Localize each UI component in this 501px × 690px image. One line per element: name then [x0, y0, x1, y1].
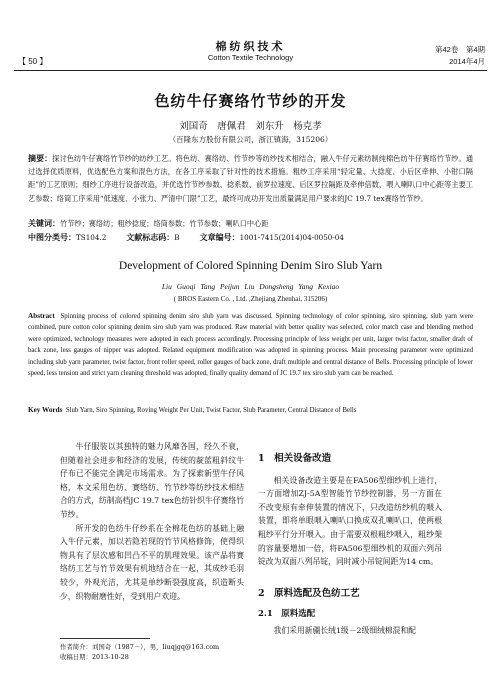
section-2-heading: 2 原料选配及色纺工艺: [258, 587, 360, 599]
footnote: [60, 642, 219, 662]
article-title-cn: 色纺牛仔赛络竹节纱的开发: [154, 92, 347, 110]
keywords-en: [28, 405, 473, 416]
issue-date: 2014年4月: [449, 57, 485, 66]
abstract-text-cn: 探讨色纺牛仔赛络竹节纱的纺纱工艺。将色纺、赛络纺、竹节纱等纺纱技术相结合，融入牛仔元素纺制纯棉色纺牛仔赛络竹节纱。通过选择优质原料，优选配色方案和混色方法，在各工序采取了针对性的技术措施。粗纱工序采用“轻定量、大捻度、小后区牵伸、小钳口隔距”的工艺原则；细纱工序进行设备改造，并优选竹节纱参数、捻系数、前罗拉速度、后区罗拉隔距及牵伸倍数、喂入喇叭口中心距等主要工艺参数；络筒工序采用“低速度、小张力、严清中门限”工艺，最终可成功开发出质量满足用户要求的JC 19.7 tex赛络竹节纱。: [28, 154, 474, 203]
article-no-label: 文章编号：: [199, 232, 240, 242]
journal-title-cn: 棉纺织技术: [215, 40, 286, 53]
authors-en: Liu Guoqi Tang Peijun Liu Dongsheng Yang Kexiao: [161, 282, 340, 291]
received-date: 收稿日期：2013-10-28: [60, 653, 129, 661]
article-title-en: Development of Colored Spinning Denim Siro Slub Yarn: [118, 260, 383, 272]
article-no-field: [200, 232, 344, 243]
clc-field: [28, 232, 106, 243]
issue-info: [435, 44, 485, 68]
abstract-en: [28, 311, 473, 379]
keywords-text-en: Slub Yarn, Siro Spinning, Roving Weight Per Unit, Twist Factor, Slub Parameter, Central Distance of Bells: [65, 407, 357, 414]
authors-cn: 刘国奇 唐佩君 刘东升 杨克孝: [179, 121, 322, 132]
doc-code-value: B: [174, 233, 180, 242]
keywords-text-cn: 竹节纱；赛络纺；粗纱捻度；络筒参数；竹节参数；喇叭口中心距: [60, 219, 269, 228]
classification-row: [28, 232, 473, 243]
section-2-1-paragraph: 我们采用新疆长绒1级－2级细绒棉混和配: [273, 625, 417, 635]
section-1-paragraph: 相关设备改造主要是在FA506型细纱机上进行，一方面增加ZJ-5A型智能竹节纱控制器，另一方面在不改变原有牵伸装置的情况下，只改造纺纱机的喂入装置，即将单眼喂入喇叭口换成双孔喇叭口，使两根粗纱平行分开喂入。由于需要双根粗纱喂入，粗纱架的容量要增加一倍，将FA506型细纱机的双面六列吊锭改为双面八列吊锭，同时减小吊锭间距为14 cm。: [258, 475, 442, 567]
keywords-label-cn: 关键词：: [28, 218, 60, 228]
affiliation-cn: （百隆东方股份有限公司，浙江镇海，315206）: [168, 135, 333, 144]
volume-issue: 第42卷 第4期: [434, 45, 485, 54]
keywords-cn: [28, 218, 473, 229]
section-2-1-heading: 2.1 原料选配: [258, 609, 316, 620]
journal-title-en: Cotton Textile Technology: [207, 53, 294, 62]
body-left-column: [60, 440, 244, 603]
clc-value: TS104.2: [76, 233, 107, 242]
affiliation-en: ( BROS Eastern Co. , Ltd. ,Zhejiang Zhenhai, 315206): [173, 295, 328, 303]
body-right-column: [258, 440, 442, 638]
doc-code-label: 文献标志码：: [126, 232, 175, 242]
footnote-rule: [60, 638, 150, 639]
keywords-label-en: Key Words: [28, 406, 63, 414]
article-no-value: 1001-7415(2014)04-0050-04: [239, 233, 344, 242]
abstract-label-cn: 摘要：: [28, 153, 53, 163]
page-number: 【 50 】: [18, 57, 48, 66]
intro-paragraph-2: 所开发的色纺牛仔纱系在全棉花色纺的基础上融入牛仔元素，加以若隐若现的竹节风格修饰，使得织物具有了层次感和凹凸不平的肌理效果。该产品将赛络纺工艺与竹节效果有机地结合在一起，其成纱毛羽较少，外观光洁，尤其是单纱断裂强度高，织造断头少，织物耐磨性好，受到用户欢迎。: [60, 523, 244, 601]
abstract-label-en: Abstract: [28, 312, 55, 320]
intro-paragraph-1: 牛仔服装以其独特的魅力风靡各国，经久不衰，但随着社会进步和经济的发展，传统的靛蓝粗斜纹牛仔布已不能完全满足市场需求。为了探索新型牛仔风格，本文采用色纺、赛络纺、竹节纱等纺纱技术相结合的方式，纺制高档JC 19.7 tex色纺针织牛仔赛络竹节纱。: [60, 442, 244, 519]
abstract-cn: [28, 152, 473, 205]
clc-label: 中图分类号：: [28, 232, 76, 242]
abstract-text-en: Spinning process of colored spinning denim siro slub yarn was discussed. Spinning technology of color spinning, siro spinning, slub yarn were combined, pure cotton color spinning denim siro slub yarn was produced. Raw material with better quality was selected, color match case and blending method were optimized, technology measures were adopted in each process accordingly. Processing principle of less weight per unit, larger twist factor, smaller draft of back zone, less gauges of nipper was adopted. Related equipment modification was adopted in spinning process. Main processing parameter were optimized including slub yarn parameter, twist factor, front roller speed, roller gauges of back zone, draft multiple and central distance of Bells. Processing principle of lower speed, less tension and strict yarn cleaning threshold was adopted, finally quality demand of JC 19.7 tex siro slub yarn can be reached.: [28, 313, 473, 378]
doc-code-field: [126, 232, 179, 243]
author-bio: 作者简介：刘国奇（1987－），男，liuqjgq@163.com: [60, 643, 220, 651]
header-rule: [14, 70, 487, 71]
section-1-heading: 1 相关设备改造: [258, 453, 332, 464]
